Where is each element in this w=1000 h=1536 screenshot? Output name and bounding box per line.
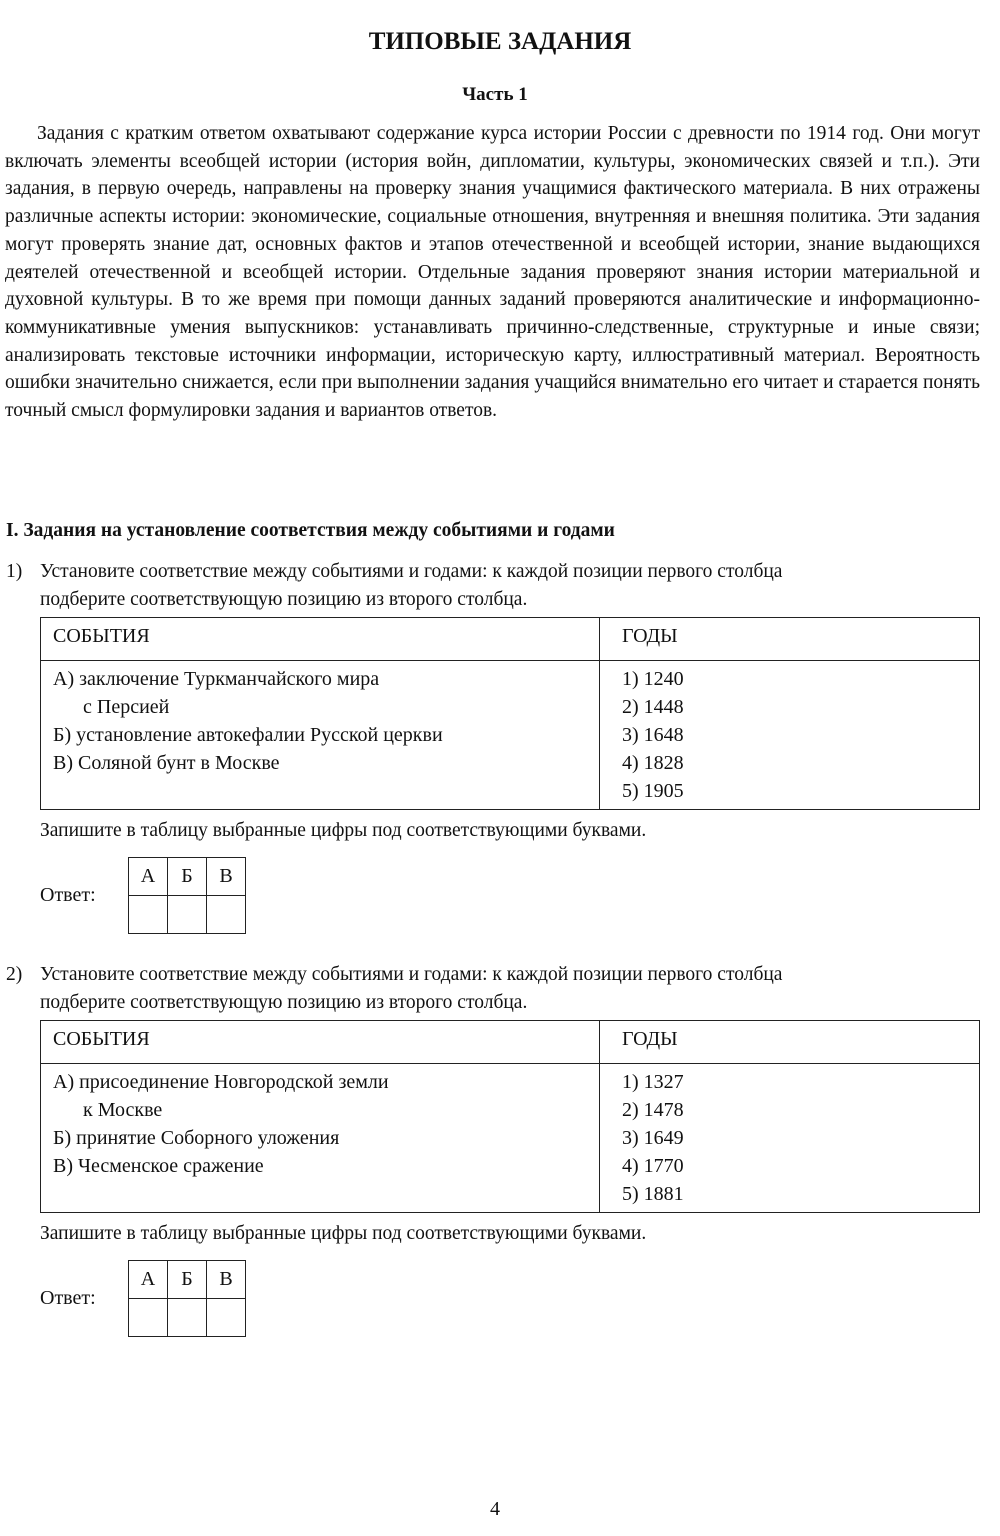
event-item: Б) принятие Соборного уложения — [53, 1127, 340, 1149]
years-cell — [600, 661, 980, 810]
task-number: 1) — [6, 561, 23, 582]
year-item: 1) 1327 — [622, 1071, 684, 1093]
task-number: 2) — [6, 964, 23, 985]
answer-letter: А — [129, 858, 168, 896]
answer-instruction: Запишите в таблицу выбранные цифры под соответствующими буквами. — [40, 1223, 647, 1244]
event-item: В) Чесменское сражение — [53, 1155, 264, 1177]
answer-letter: В — [207, 1261, 246, 1299]
event-item: А) присоединение Новгородской земли — [53, 1071, 389, 1093]
answer-cell[interactable] — [129, 896, 168, 934]
year-item: 2) 1448 — [622, 696, 684, 718]
answer-letter: Б — [168, 1261, 207, 1299]
page-number: 4 — [490, 1498, 500, 1520]
task-text: Установите соответствие между событиями и годами: к каждой позиции первого столбца — [40, 561, 783, 582]
year-item: 2) 1478 — [622, 1099, 684, 1121]
event-item: к Москве — [83, 1099, 163, 1121]
year-item: 3) 1649 — [622, 1127, 684, 1149]
answer-grid — [128, 857, 246, 934]
section-heading: I. Задания на установление соответствия между событиями и годами — [6, 520, 615, 541]
answer-cell[interactable] — [168, 896, 207, 934]
answer-cell[interactable] — [207, 896, 246, 934]
answer-cell[interactable] — [129, 1299, 168, 1337]
task-text: подберите соответствующую позицию из второго столбца. — [40, 992, 528, 1013]
column-header-events: СОБЫТИЯ — [41, 618, 600, 661]
answer-instruction: Запишите в таблицу выбранные цифры под соответствующими буквами. — [40, 820, 647, 841]
part-heading: Часть 1 — [462, 84, 528, 105]
intro-paragraph: Задания с кратким ответом охватывают содержание курса истории России с древности по 1914 год. Они могут включать элементы всеобщей истории (история войн, дипломатии, культуры, экономических связей и т.п.). Эти задания, в первую очередь, направлены на проверку знания учащимися фактического материала. В них отражены различные аспекты истории: экономические, социальные отношения, внутренняя и внешняя политика. Эти задания могут проверять знание дат, основных фактов и этапов отечественной и всеобщей истории, знание выдающихся деятелей отечественной и всеобщей истории. Отдельные задания проверяют знания истории материальной и духовной культуры. В то же время при помощи данных заданий проверяются аналитические и информационно-коммуникативные умения выпускников: устанавливать причинно-следственные, структурные и иные связи; анализировать текстовые источники информации, историческую карту, иллюстративный материал. Вероятность ошибки значительно снижается, если при выполнении задания учащийся внимательно его читает и старается понять точный смысл формулировки задания и вариантов ответов. — [5, 123, 980, 422]
year-item: 5) 1881 — [622, 1183, 684, 1205]
year-item: 4) 1770 — [622, 1155, 684, 1177]
answer-letter: В — [207, 858, 246, 896]
column-header-years: ГОДЫ — [600, 1021, 980, 1064]
answer-grid — [128, 1260, 246, 1337]
year-item: 4) 1828 — [622, 752, 684, 774]
column-header-events: СОБЫТИЯ — [41, 1021, 600, 1064]
year-item: 1) 1240 — [622, 668, 684, 690]
task-prompt — [6, 961, 980, 1017]
matching-table — [40, 1020, 980, 1213]
events-cell — [41, 1064, 600, 1213]
column-header-years: ГОДЫ — [600, 618, 980, 661]
task-text: Установите соответствие между событиями и годами: к каждой позиции первого столбца — [40, 964, 783, 985]
year-item: 5) 1905 — [622, 780, 684, 802]
event-item: Б) установление автокефалии Русской церкви — [53, 724, 443, 746]
matching-table — [40, 617, 980, 810]
answer-letter: А — [129, 1261, 168, 1299]
answer-label: Ответ: — [40, 1287, 96, 1309]
page-title: ТИПОВЫЕ ЗАДАНИЯ — [368, 28, 632, 55]
year-item: 3) 1648 — [622, 724, 684, 746]
answer-letter: Б — [168, 858, 207, 896]
answer-cell[interactable] — [168, 1299, 207, 1337]
task-prompt — [6, 558, 980, 614]
answer-cell[interactable] — [207, 1299, 246, 1337]
event-item: с Персией — [83, 696, 170, 718]
event-item: В) Соляной бунт в Москве — [53, 752, 280, 774]
events-cell — [41, 661, 600, 810]
task-text: подберите соответствующую позицию из второго столбца. — [40, 589, 528, 610]
years-cell — [600, 1064, 980, 1213]
event-item: А) заключение Туркманчайского мира — [53, 668, 380, 690]
answer-label: Ответ: — [40, 884, 96, 906]
